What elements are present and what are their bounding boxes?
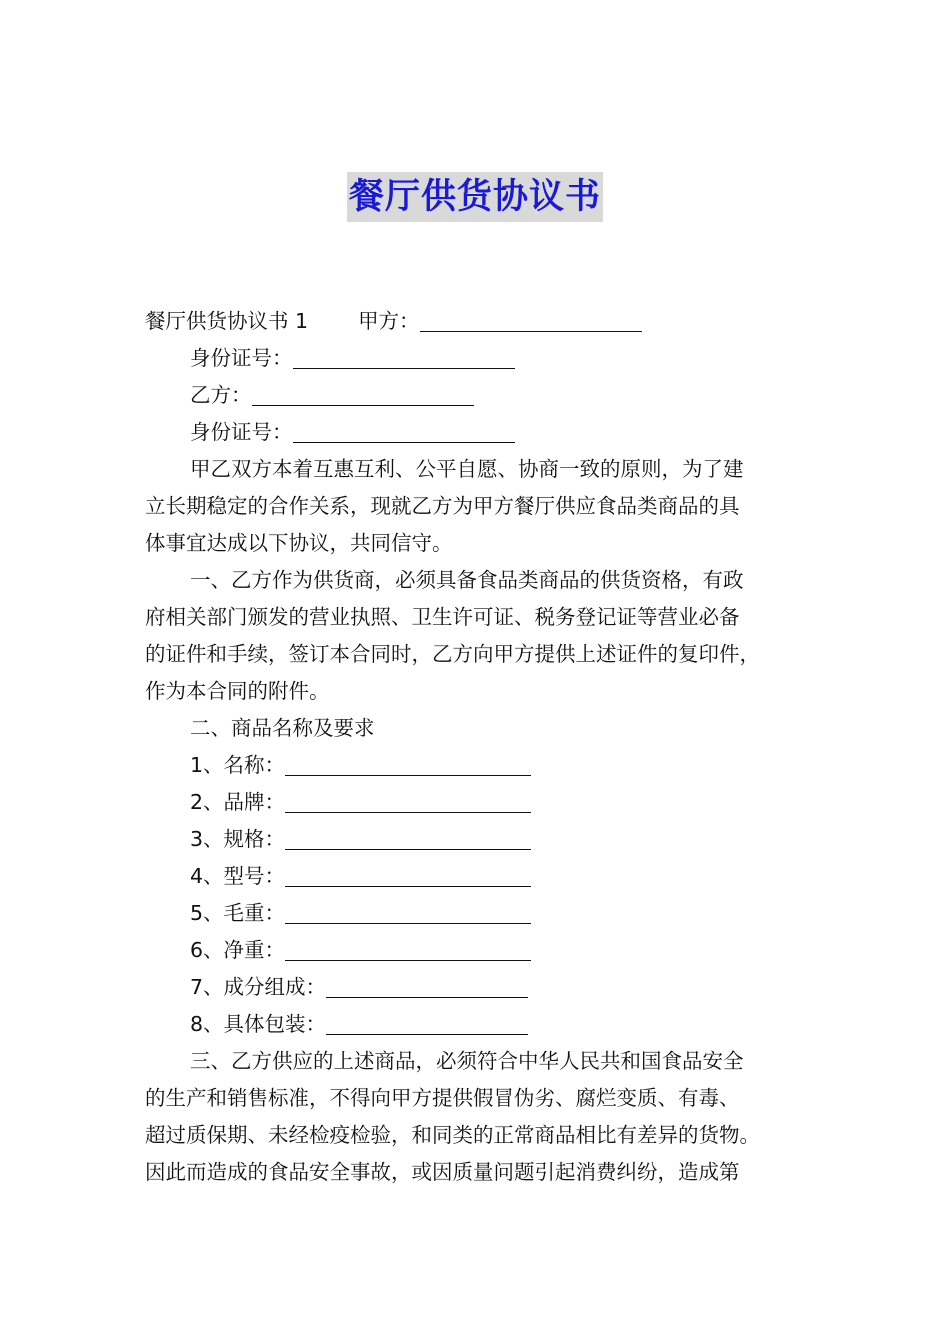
id-a-line <box>145 340 815 377</box>
item-label: 2、品牌： <box>190 790 286 814</box>
id-b-blank <box>293 416 515 443</box>
document-title: 餐厅供货协议书 <box>347 172 603 222</box>
item-line <box>145 895 815 932</box>
item-line <box>145 1006 815 1043</box>
section1-line: 作为本合同的附件。 <box>145 679 330 703</box>
section1-line: 的证件和手续，签订本合同时，乙方向甲方提供上述证件的复印件， <box>145 642 760 666</box>
item-label: 7、成分组成： <box>190 975 327 999</box>
party-a-label: 甲方： <box>358 309 420 333</box>
section3-line: 三、乙方供应的上述商品，必须符合中华人民共和国食品安全 <box>190 1049 744 1073</box>
item-line <box>145 821 815 858</box>
item-label: 5、毛重： <box>190 901 286 925</box>
id-b-label: 身份证号： <box>190 420 293 444</box>
section3-line: 的生产和销售标准，不得向甲方提供假冒伪劣、腐烂变质、有毒、 <box>145 1086 740 1110</box>
section1-line: 一、乙方作为供货商，必须具备食品类商品的供货资格，有政 <box>190 568 744 592</box>
item-label: 6、净重： <box>190 938 286 962</box>
section2-heading: 二、商品名称及要求 <box>190 716 375 740</box>
header-line <box>145 303 815 340</box>
party-b-line <box>145 377 815 414</box>
item-label: 8、具体包装： <box>190 1012 327 1036</box>
item-line <box>145 932 815 969</box>
item-label: 3、规格： <box>190 827 286 851</box>
item-line <box>145 747 815 784</box>
item-blank <box>326 971 528 998</box>
party-a-blank <box>420 305 642 332</box>
intro-line: 立长期稳定的合作关系，现就乙方为甲方餐厅供应食品类商品的具 <box>145 494 740 518</box>
id-b-line <box>145 414 815 451</box>
document-title-wrap <box>0 172 950 222</box>
item-blank <box>285 860 531 887</box>
party-b-blank <box>252 379 474 406</box>
section1-line: 府相关部门颁发的营业执照、卫生许可证、税务登记证等营业必备 <box>145 605 740 629</box>
document-body <box>145 303 815 1191</box>
item-label: 1、名称： <box>190 753 286 777</box>
item-blank <box>285 749 531 776</box>
item-line <box>145 784 815 821</box>
intro-line: 甲乙双方本着互惠互利、公平自愿、协商一致的原则，为了建 <box>190 457 744 481</box>
intro-line: 体事宜达成以下协议，共同信守。 <box>145 531 453 555</box>
item-blank <box>285 897 531 924</box>
id-a-label: 身份证号： <box>190 346 293 370</box>
item-blank <box>326 1008 528 1035</box>
item-blank <box>285 823 531 850</box>
doc-label: 餐厅供货协议书 1 <box>145 309 309 333</box>
item-line <box>145 969 815 1006</box>
party-b-label: 乙方： <box>190 383 252 407</box>
section3-line: 超过质保期、未经检疫检验，和同类的正常商品相比有差异的货物。 <box>145 1123 760 1147</box>
item-blank <box>285 786 531 813</box>
id-a-blank <box>293 342 515 369</box>
item-line <box>145 858 815 895</box>
item-label: 4、型号： <box>190 864 286 888</box>
item-blank <box>285 934 531 961</box>
section3-line: 因此而造成的食品安全事故，或因质量问题引起消费纠纷，造成第 <box>145 1160 740 1184</box>
